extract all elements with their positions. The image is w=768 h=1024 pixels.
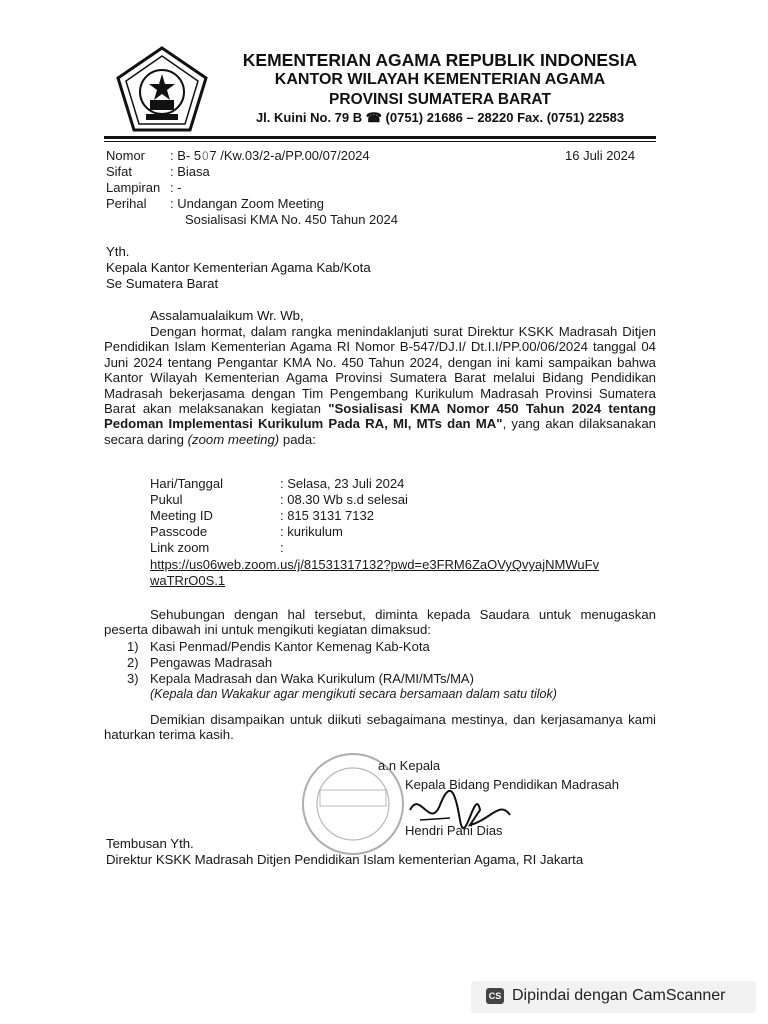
hari-label: Hari/Tanggal: [150, 476, 223, 491]
header-office: KANTOR WILAYAH KEMENTERIAN AGAMA: [274, 71, 606, 88]
meeting-id-value: : 815 3131 7132: [280, 508, 374, 523]
camscanner-text: Dipindai dengan CamScanner: [512, 987, 726, 1004]
p3-text: Demikian disampaikan untuk diikuti sebagaimana mestinya, dan kerjasamanya kami haturkan terima kasih.: [104, 712, 656, 743]
recipient-yth: Yth.: [106, 244, 130, 259]
list-note: (Kepala dan Wakakur agar mengikuti secara bersamaan dalam satu tilok): [150, 687, 557, 701]
list-item-3: Kepala Madrasah dan Waka Kurikulum (RA/MI/MTs/MA): [150, 671, 474, 686]
list-item-2: Pengawas Madrasah: [150, 655, 273, 670]
zoom-link-line-2[interactable]: waTRrO0S.1: [150, 573, 226, 588]
header-rule-thin: [104, 141, 656, 142]
p1-text-a: Dengan hormat, dalam rangka menindaklanjuti surat Direktur KSKK Madrasah Ditjen Pendidikan Islam Kementerian Agama RI Nomor B-547/DJ.I/ Dt.I.I/PP.00/06/2024 tanggal 04 Juni 2024 tentang Pengantar KMA No. 450 Tahun 2024, dengan ini kami sampaikan bahwa Kantor Wilayah Kementerian Agama Provinsi Sumatera Barat melalui Bidang Pendidikan Madrasah bekerjasama dengan Tim Pengembang Kurikulum Madrasah Provinsi Sumatera Barat akan melaksanakan kegiatan: [104, 324, 656, 417]
link-zoom-colon: :: [280, 540, 284, 555]
link-zoom-label: Link zoom: [150, 540, 210, 555]
perihal-value-2: Sosialisasi KMA No. 450 Tahun 2024: [185, 212, 398, 227]
signature-an: a.n Kepala: [378, 758, 441, 773]
p1-event-title: "Sosialisasi KMA Nomor 450 Tahun 2024 tentang Pedoman Implementasi Kurikulum Pada RA, MI, MTs dan MA": [104, 401, 657, 432]
header-ministry: KEMENTERIAN AGAMA REPUBLIK INDONESIA: [242, 50, 638, 70]
nomor-label: Nomor: [106, 148, 146, 163]
nomor-value: : B- 5𝟶7 /Kw.03/2-a/PP.00/07/2024: [170, 148, 370, 163]
p1-text-b: , yang akan dilaksanakan secara daring: [104, 416, 656, 447]
sifat-label: Sifat: [106, 164, 133, 179]
p1-zoom-italic: (zoom meeting): [187, 431, 280, 447]
pukul-value: : 08.30 Wb s.d selesai: [280, 492, 408, 507]
p1-text-c: pada:: [279, 431, 316, 447]
list-number-2: 2): [127, 655, 139, 670]
lampiran-label: Lampiran: [106, 180, 161, 195]
body-paragraph-1: [104, 324, 656, 447]
perihal-label: Perihal: [106, 196, 147, 211]
list-number-1: 1): [127, 639, 139, 654]
kemenag-logo: [112, 44, 212, 136]
signature-title: Kepala Bidang Pendidikan Madrasah: [405, 777, 619, 792]
list-item-1: Kasi Penmad/Pendis Kantor Kemenag Kab-Kota: [150, 639, 430, 654]
perihal-value-1: : Undangan Zoom Meeting: [170, 196, 324, 211]
recipient-line-2: Se Sumatera Barat: [106, 276, 219, 291]
header-rule-thick: [104, 136, 656, 139]
pukul-label: Pukul: [150, 492, 183, 507]
list-number-3: 3): [127, 671, 139, 686]
cc-line-1: Direktur KSKK Madrasah Ditjen Pendidikan Islam kementerian Agama, RI Jakarta: [106, 852, 584, 867]
header-address: Jl. Kuini No. 79 B ☎ (0751) 21686 – 28220 Fax. (0751) 22583: [255, 110, 625, 125]
zoom-link-line-1[interactable]: https://us06web.zoom.us/j/81531317132?pwd=e3FRM6ZaOVyQvyajNMWuFv: [150, 557, 600, 572]
body-paragraph-2: [104, 607, 656, 638]
p2-text: Sehubungan dengan hal tersebut, diminta kepada Saudara untuk menugaskan peserta dibawah ini untuk mengikuti kegiatan dimaksud:: [104, 607, 656, 638]
hari-value: : Selasa, 23 Juli 2024: [280, 476, 405, 491]
signature-name: Hendri Pani Dias: [405, 823, 503, 838]
lampiran-value: : -: [170, 180, 182, 195]
camscanner-icon: CS: [486, 988, 504, 1004]
header-province: PROVINSI SUMATERA BARAT: [329, 91, 551, 108]
passcode-value: : kurikulum: [280, 524, 343, 539]
recipient-line-1: Kepala Kantor Kementerian Agama Kab/Kota: [106, 260, 371, 275]
cc-label: Tembusan Yth.: [106, 836, 194, 851]
letter-date: 16 Juli 2024: [565, 148, 636, 163]
passcode-label: Passcode: [150, 524, 208, 539]
salam: Assalamualaikum Wr. Wb,: [150, 308, 304, 323]
sifat-value: : Biasa: [170, 164, 210, 179]
meeting-id-label: Meeting ID: [150, 508, 213, 523]
body-paragraph-3: [104, 712, 656, 743]
